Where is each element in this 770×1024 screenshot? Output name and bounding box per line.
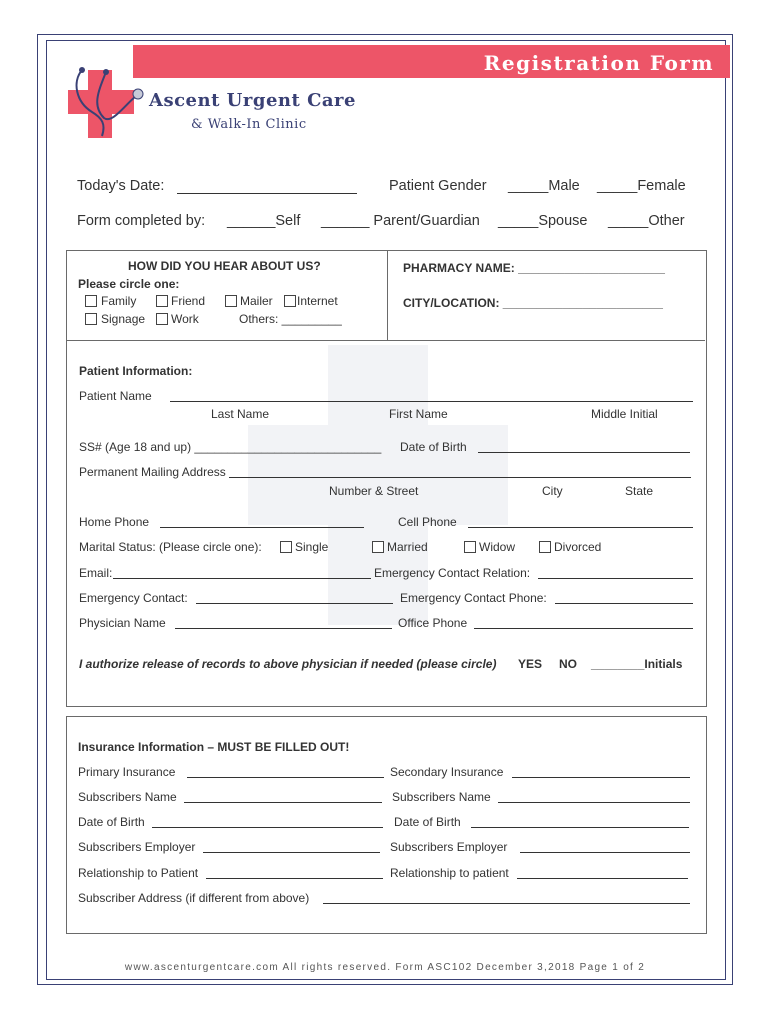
- marital-widow-label: Widow: [479, 540, 516, 554]
- hear-pharmacy-divider: [387, 251, 388, 340]
- office-phone-field[interactable]: [474, 628, 693, 629]
- patient-info-heading: Patient Information:: [79, 364, 193, 378]
- emergency-contact-label: Emergency Contact:: [79, 591, 188, 605]
- hear-heading: HOW DID YOU HEAR ABOUT US?: [128, 259, 321, 273]
- brand-subtitle: & Walk-In Clinic: [191, 117, 307, 132]
- hear-internet-checkbox[interactable]: [284, 295, 296, 307]
- secondary-subscriber-name-field[interactable]: [498, 802, 690, 803]
- first-name-caption: First Name: [389, 407, 448, 421]
- home-phone-label: Home Phone: [79, 515, 150, 529]
- authorize-initials-field[interactable]: ________Initials: [591, 657, 683, 671]
- medical-cross-stethoscope-icon: [62, 62, 144, 142]
- gender-female-option[interactable]: _____Female: [597, 178, 686, 194]
- mailing-address-field[interactable]: [229, 477, 691, 478]
- authorize-release-text: I authorize release of records to above physician if needed (please circle): [79, 657, 497, 671]
- marital-widow-checkbox[interactable]: [464, 541, 476, 553]
- secondary-subscriber-dob-field[interactable]: [471, 827, 689, 828]
- primary-subscriber-employer-field[interactable]: [203, 852, 380, 853]
- title-banner: [133, 45, 730, 78]
- authorize-no-option[interactable]: NO: [559, 657, 577, 671]
- emergency-relation-field[interactable]: [538, 578, 693, 579]
- completed-by-label: Form completed by:: [77, 213, 206, 229]
- hear-work-checkbox[interactable]: [156, 313, 168, 325]
- email-field[interactable]: [113, 578, 371, 579]
- emergency-phone-label: Emergency Contact Phone:: [400, 591, 547, 605]
- hear-mailer-label: Mailer: [240, 294, 273, 308]
- pharmacy-name-field[interactable]: PHARMACY NAME: ______________________: [403, 261, 665, 275]
- hear-others-field[interactable]: Others: _________: [239, 312, 342, 326]
- hear-internet-label: Internet: [297, 294, 338, 308]
- secondary-subscriber-dob-label: Date of Birth: [394, 815, 461, 829]
- emergency-contact-field[interactable]: [196, 603, 393, 604]
- gender-label: Patient Gender: [389, 178, 487, 194]
- todays-date-field[interactable]: [177, 193, 357, 194]
- cell-phone-label: Cell Phone: [398, 515, 457, 529]
- patient-name-field[interactable]: [170, 401, 693, 402]
- hear-signage-checkbox[interactable]: [85, 313, 97, 325]
- marital-single-checkbox[interactable]: [280, 541, 292, 553]
- completed-by-other-option[interactable]: _____Other: [608, 213, 685, 229]
- primary-subscriber-employer-label: Subscribers Employer: [78, 840, 196, 854]
- page-footer: www.ascenturgentcare.com All rights reserved. Form ASC102 December 3,2018 Page 1 of 2: [124, 962, 646, 973]
- primary-subscriber-name-field[interactable]: [184, 802, 382, 803]
- primary-insurance-label: Primary Insurance: [78, 765, 176, 779]
- secondary-relationship-label: Relationship to patient: [390, 866, 509, 880]
- primary-subscriber-name-label: Subscribers Name: [78, 790, 177, 804]
- todays-date-label: Today's Date:: [77, 178, 165, 194]
- primary-subscriber-dob-label: Date of Birth: [78, 815, 145, 829]
- marital-divorced-label: Divorced: [554, 540, 602, 554]
- patient-name-label: Patient Name: [79, 389, 152, 403]
- secondary-relationship-field[interactable]: [517, 878, 688, 879]
- marital-divorced-checkbox[interactable]: [539, 541, 551, 553]
- primary-relationship-label: Relationship to Patient: [78, 866, 199, 880]
- physician-name-label: Physician Name: [79, 616, 166, 630]
- physician-name-field[interactable]: [175, 628, 392, 629]
- completed-by-parent-option[interactable]: ______ Parent/Guardian: [321, 213, 480, 229]
- primary-insurance-field[interactable]: [187, 777, 384, 778]
- hear-work-label: Work: [171, 312, 199, 326]
- email-label: Email:: [79, 566, 113, 580]
- dob-field[interactable]: [478, 452, 690, 453]
- number-street-caption: Number & Street: [329, 484, 419, 498]
- secondary-subscriber-employer-label: Subscribers Employer: [390, 840, 508, 854]
- form-title: Registration Form: [483, 51, 714, 75]
- city-caption: City: [542, 484, 563, 498]
- secondary-insurance-field[interactable]: [512, 777, 690, 778]
- cell-phone-field[interactable]: [468, 527, 693, 528]
- middle-initial-caption: Middle Initial: [591, 407, 658, 421]
- hear-mailer-checkbox[interactable]: [225, 295, 237, 307]
- brand-name: Ascent Urgent Care: [149, 90, 356, 111]
- secondary-subscriber-employer-field[interactable]: [520, 852, 690, 853]
- completed-by-self-option[interactable]: ______Self: [227, 213, 301, 229]
- insurance-heading: Insurance Information – MUST BE FILLED OUT!: [78, 740, 350, 754]
- hear-family-checkbox[interactable]: [85, 295, 97, 307]
- marital-single-label: Single: [295, 540, 329, 554]
- primary-subscriber-dob-field[interactable]: [152, 827, 383, 828]
- hear-family-label: Family: [101, 294, 137, 308]
- pharmacy-city-field[interactable]: CITY/LOCATION: ________________________: [403, 296, 663, 310]
- marital-married-label: Married: [387, 540, 428, 554]
- subscriber-address-field[interactable]: [323, 903, 690, 904]
- hear-friend-label: Friend: [171, 294, 206, 308]
- marital-status-label: Marital Status: (Please circle one):: [79, 540, 262, 554]
- authorize-yes-option[interactable]: YES: [518, 657, 543, 671]
- hear-instruction: Please circle one:: [78, 277, 180, 291]
- hear-signage-label: Signage: [101, 312, 146, 326]
- patient-divider: [67, 340, 705, 341]
- state-caption: State: [625, 484, 654, 498]
- home-phone-field[interactable]: [160, 527, 364, 528]
- ss-field[interactable]: SS# (Age 18 and up) ____________________________: [79, 440, 382, 454]
- emergency-relation-label: Emergency Contact Relation:: [374, 566, 531, 580]
- secondary-subscriber-name-label: Subscribers Name: [392, 790, 491, 804]
- marital-married-checkbox[interactable]: [372, 541, 384, 553]
- subscriber-address-label: Subscriber Address (if different from above): [78, 891, 310, 905]
- completed-by-spouse-option[interactable]: _____Spouse: [498, 213, 588, 229]
- primary-relationship-field[interactable]: [206, 878, 383, 879]
- emergency-phone-field[interactable]: [555, 603, 693, 604]
- dob-label: Date of Birth: [400, 440, 467, 454]
- mailing-address-label: Permanent Mailing Address: [79, 465, 226, 479]
- office-phone-label: Office Phone: [398, 616, 468, 630]
- last-name-caption: Last Name: [211, 407, 270, 421]
- gender-male-option[interactable]: _____Male: [508, 178, 580, 194]
- hear-friend-checkbox[interactable]: [156, 295, 168, 307]
- secondary-insurance-label: Secondary Insurance: [390, 765, 504, 779]
